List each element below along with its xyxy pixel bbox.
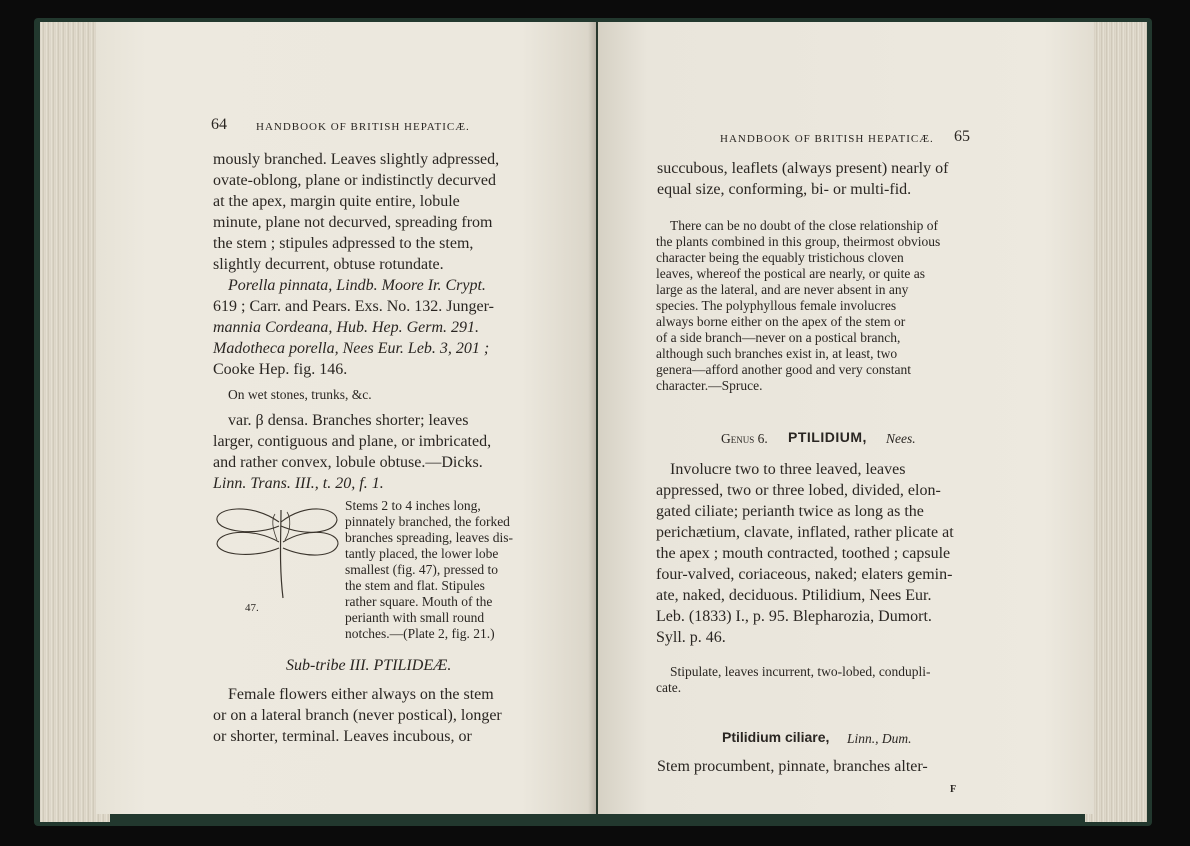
- figure-number: 47.: [245, 602, 259, 614]
- genus-author: Nees.: [886, 431, 916, 446]
- text-line: 619 ; Carr. and Pears. Exs. No. 132. Junger-: [213, 298, 494, 315]
- signature-mark: F: [950, 784, 957, 795]
- text-line: var. β densa. Branches shorter; leaves: [228, 412, 469, 429]
- text-line: four-valved, coriaceous, naked; elaters gemin-: [656, 566, 953, 583]
- text-line: large as the lateral, and are never absent in any: [656, 282, 909, 297]
- text-line: the stem ; stipules adpressed to the stem,: [213, 235, 474, 252]
- text-line: although such branches exist in, at least, two: [656, 346, 898, 361]
- text-line: Female flowers either always on the stem: [228, 686, 494, 703]
- genus-label: Genus 6.: [721, 431, 768, 446]
- text-line: Cooke Hep. fig. 146.: [213, 361, 348, 378]
- right-running-head: HANDBOOK OF BRITISH HEPATICÆ.: [720, 133, 934, 145]
- text-line: species. The polyphyllous female involucres: [656, 298, 897, 313]
- subtribe-heading: Sub-tribe III. PTILIDEÆ.: [286, 657, 452, 674]
- text-line: minute, plane not decurved, spreading from: [213, 214, 493, 231]
- text-line: Involucre two to three leaved, leaves: [670, 461, 906, 478]
- species-name: Ptilidium ciliare,: [722, 729, 830, 745]
- text-line: perianth with small round: [345, 610, 485, 625]
- text-line: pinnately branched, the forked: [345, 514, 510, 529]
- text-line: leaves, whereof the postical are nearly, or quite as: [656, 266, 926, 281]
- left-page: [96, 22, 596, 814]
- right-page: [598, 22, 1094, 814]
- text-line: or on a lateral branch (never postical), longer: [213, 707, 502, 724]
- text-line: branches spreading, leaves dis-: [345, 530, 513, 545]
- text-line: the stem and flat. Stipules: [345, 578, 485, 593]
- text-line: Leb. (1833) I., p. 95. Blepharozia, Dumort.: [656, 608, 932, 625]
- text-line: character.—Spruce.: [656, 378, 763, 393]
- text-line: at the apex, margin quite entire, lobule: [213, 193, 460, 210]
- text-line: notches.—(Plate 2, fig. 21.): [345, 626, 495, 641]
- text-line: genera—afford another good and very constant: [656, 362, 912, 377]
- text-line: appressed, two or three lobed, divided, elon-: [656, 482, 941, 499]
- text-line: There can be no doubt of the close relationship of: [670, 218, 939, 233]
- species-author: Linn., Dum.: [847, 731, 912, 746]
- text-line: equal size, conforming, bi- or multi-fid.: [657, 181, 912, 198]
- text-line: succubous, leaflets (always present) nearly of: [657, 160, 949, 177]
- left-page-number: 64: [211, 116, 227, 133]
- right-page-number: 65: [954, 128, 970, 145]
- text-line: or shorter, terminal. Leaves incubous, or: [213, 728, 472, 745]
- text-line: the plants combined in this group, theirmost obvious: [656, 234, 941, 249]
- genus-name: PTILIDIUM,: [788, 429, 867, 445]
- text-line: and rather convex, lobule obtuse.—Dicks.: [213, 454, 483, 471]
- text-line: the apex ; mouth contracted, toothed ; capsule: [656, 545, 951, 562]
- text-line: Linn. Trans. III., t. 20, f. 1.: [213, 475, 384, 492]
- text-line: tantly placed, the lower lobe: [345, 546, 499, 561]
- text-line: Syll. p. 46.: [656, 629, 726, 646]
- text-line: Stems 2 to 4 inches long,: [345, 498, 481, 513]
- species-description: Stem procumbent, pinnate, branches alter-: [657, 758, 928, 775]
- text-line: slightly decurrent, obtuse rotundate.: [213, 256, 444, 273]
- text-line: Porella pinnata, Lindb. Moore Ir. Crypt.: [228, 277, 486, 294]
- text-line: perichætium, clavate, inflated, rather plicate at: [656, 524, 954, 541]
- text-line: ate, naked, deciduous. Ptilidium, Nees Eur.: [656, 587, 932, 604]
- text-line: mously branched. Leaves slightly adpressed,: [213, 151, 500, 168]
- page-edges-right: [1085, 22, 1147, 822]
- habitat-note: On wet stones, trunks, &c.: [228, 387, 372, 402]
- left-running-head: HANDBOOK OF BRITISH HEPATICÆ.: [256, 121, 470, 133]
- leaf-illustration: [211, 500, 341, 600]
- text-line: Madotheca porella, Nees Eur. Leb. 3, 201 ;: [213, 340, 490, 357]
- text-line: rather square. Mouth of the: [345, 594, 493, 609]
- text-line: cate.: [656, 680, 682, 695]
- text-line: of a side branch—never on a postical branch,: [656, 330, 901, 345]
- text-line: mannia Cordeana, Hub. Hep. Germ. 291.: [213, 319, 480, 336]
- text-line: gated ciliate; perianth twice as long as the: [656, 503, 924, 520]
- text-line: Stipulate, leaves incurrent, two-lobed, condupli-: [670, 664, 931, 679]
- text-line: ovate-oblong, plane or indistinctly decurved: [213, 172, 497, 189]
- text-line: smallest (fig. 47), pressed to: [345, 562, 498, 577]
- text-line: always borne either on the apex of the stem or: [656, 314, 906, 329]
- text-line: larger, contiguous and plane, or imbricated,: [213, 433, 492, 450]
- text-line: character being the equably tristichous cloven: [656, 250, 904, 265]
